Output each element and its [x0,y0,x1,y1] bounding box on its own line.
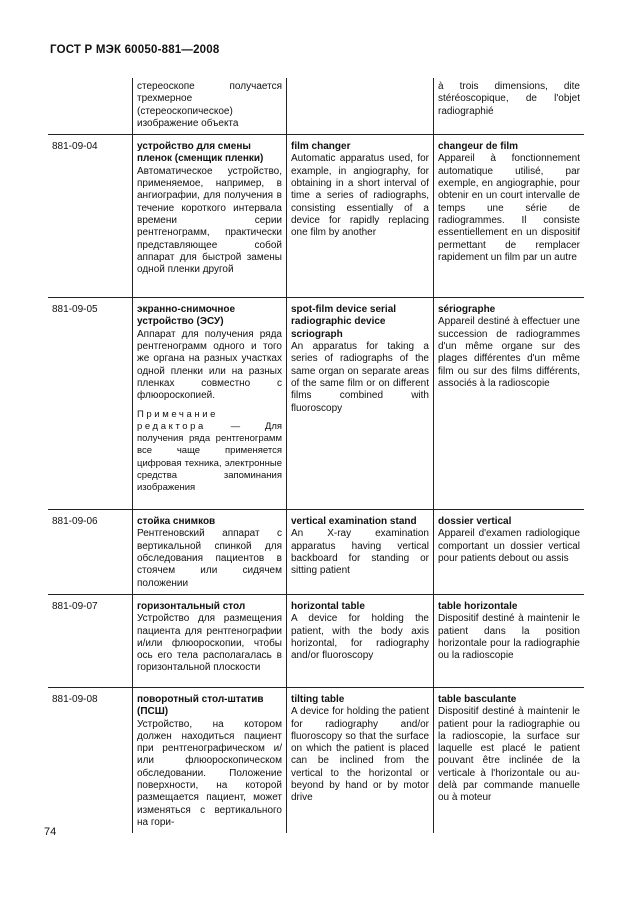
ru-term: поворотный стол-штатив (ПСШ) [137,693,264,718]
fr-cell [434,594,585,687]
en-definition: Automatic apparatus used, for example, in angiography, for obtaining in a short interval of time a series of radiographs, consisting essentially of a device for rapidly replacing one film by another [291,153,429,239]
ru-cell [133,78,287,135]
en-cell [287,510,434,595]
fr-cell [434,687,585,833]
en-cell [287,687,434,833]
terms-table [48,78,584,833]
ru-definition: Рентгеновский аппарат с вертикальной спинкой для обследования пациентов в стоячем или сидячем положении [137,528,282,589]
en-term: film changer [291,141,351,153]
fr-definition: Dispositif destiné à maintenir le patient pour la radiographie ou la radioscopie, la surface sur laquelle est placé le patient pouvant être inclinée de la verticale à l'horizontale ou au-delà par commande manuelle ou à moteur [438,706,580,804]
ru-definition: Устройство, на котором должен находиться пациент при рентгенографическом и/или флюороскопическом обследовании. Положение поверхности, на которой размещается пациент, может изменяться с вертикального на гори- [137,718,282,828]
code-cell [48,78,133,135]
en-term: horizontal table [291,600,365,612]
ru-term: горизонтальный стол [137,600,246,612]
term-code: 881-09-06 [48,510,133,595]
fr-definition: à trois dimensions, dite stéréoscopique, de l'objet radiographié [438,81,580,117]
table-row [48,135,584,298]
table-row-continuation [48,78,584,135]
ru-cell [133,510,287,595]
ru-cell [133,135,287,298]
en-definition: An X-ray examination apparatus having vertical backboard for standing or sitting patient [291,528,429,577]
editor-note-text: — Для получения ряда рентгенограмм все чаще применяется цифровая техника, электронные средства запоминания изображения [137,420,283,494]
en-cell [287,78,434,135]
ru-definition: стереоскопе получается трехмерное (стереоскопическое) изображение объекта [137,81,282,129]
en-term: tilting table [291,693,345,705]
fr-cell [434,510,585,595]
page-number: 74 [44,826,57,838]
term-code: 881-09-08 [48,687,133,833]
ru-definition: Автоматическое устройство, применяемое, например, в ангиографии, для получения в течение короткого интервала времени серии рентгенограмм, практически представляющее собой аппарат для быстрой замены одной пленки другой [137,165,282,276]
en-definition: A device for holding the patient for radiography and/or fluoroscopy so that the surface on which the patient is placed can be inclined from the vertical to the horizontal or beyond by hand or by motor drive [291,706,429,804]
en-term: spot-film device serial radiographic device scriograph [291,304,397,340]
en-definition: An apparatus for taking a series of radiographs of the same organ on separate areas of the same film or on different films combined with fluoroscopy [291,341,429,414]
editor-note-heading: Примечание редактора [137,408,218,432]
en-cell [287,594,434,687]
editor-note [137,409,282,495]
fr-term: sériographe [438,304,496,316]
ru-definition: Устройство для размещения пациента для рентгенографии и/или флюороскопии, чтобы ось его тела располагалась в горизонтальной плоскости [137,613,282,674]
fr-term: table basculante [438,693,517,705]
ru-term: устройство для смены пленок (сменщик пленки) [137,141,264,165]
en-term: vertical examination stand [291,516,417,528]
term-code: 881-09-07 [48,594,133,687]
en-cell [287,135,434,298]
fr-cell [434,78,585,135]
fr-definition: Dispositif destiné à maintenir le patient dans la position horizontale pour la radiographie ou la radioscopie [438,613,580,662]
fr-term: table horizontale [438,600,518,612]
table-row [48,594,584,687]
table-row [48,687,584,833]
ru-definition: Аппарат для получения ряда рентгенограмм одного и того же органа на разных участках одной пленки или на разных пленках совместно с флюороскопией. [137,328,282,402]
fr-definition: Appareil à fonctionnement automatique utilisé, par exemple, en angiographie, pour obtenir en un court intervalle de temps une série de radiogrammes. Il consiste essentiellement en un dispositif permettant de remplacer rapidement un film par un autre [438,153,580,263]
ru-term: стойка снимков [137,516,216,528]
fr-definition: Appareil d'examen radiologique comportant un dossier vertical pour patients debout ou assis [438,528,580,565]
term-code: 881-09-05 [48,298,133,510]
table-row [48,510,584,595]
fr-term: dossier vertical [438,516,512,528]
ru-cell [133,687,287,833]
fr-term: changeur de film [438,141,519,153]
fr-cell [434,298,585,510]
ru-cell [133,594,287,687]
fr-definition: Appareil destiné à effectuer une succession de radiogrammes d'un même organe sur des plages différentes d'un même film ou sur des films différents, associés à la radioscopie [438,316,580,389]
ru-term: экранно-снимочное устройство (ЭСУ) [137,304,236,328]
page-header: ГОСТ Р МЭК 60050-881—2008 [50,44,220,56]
en-cell [287,298,434,510]
ru-cell [133,298,287,510]
fr-cell [434,135,585,298]
en-definition: A device for holding the patient, with the body axis horizontal, for radiography and/or fluoroscopy [291,613,429,662]
table-row [48,298,584,510]
term-code: 881-09-04 [48,135,133,298]
